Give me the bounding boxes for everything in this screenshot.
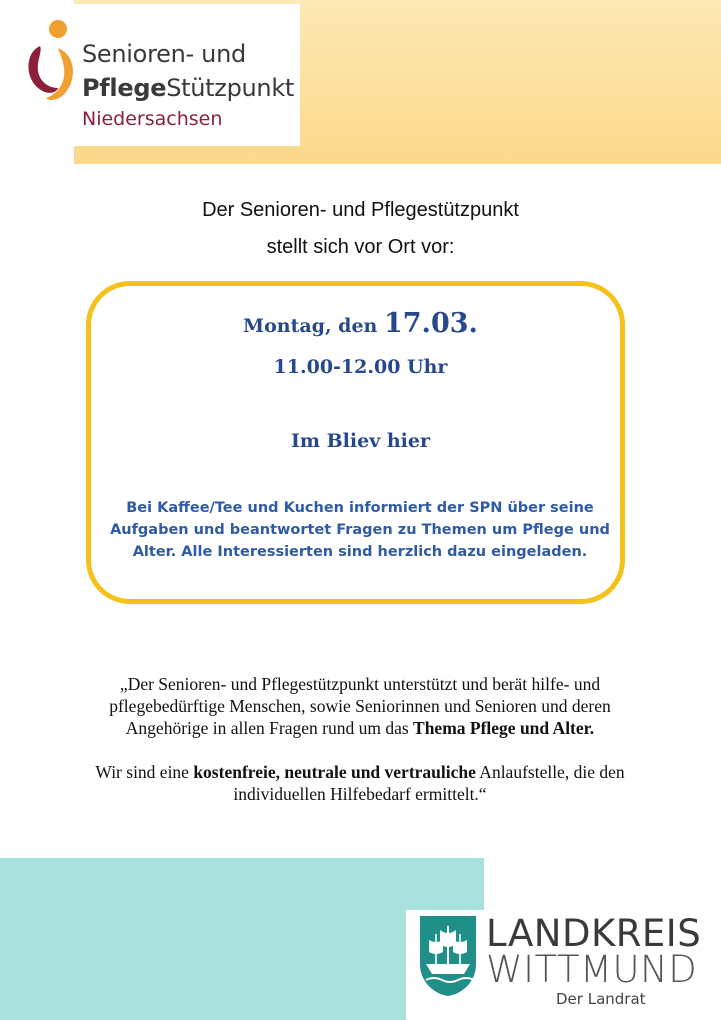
landkreis-logo <box>406 910 721 1020</box>
quote-p2-bold: kostenfreie, neutrale und vertrauliche <box>193 762 476 782</box>
quote-paragraph-1 <box>82 673 638 739</box>
landkreis-text-line1: LANDKREIS <box>486 912 702 955</box>
quote-p1-bold: Thema Pflege und Alter. <box>413 718 595 738</box>
intro-line-1: Der Senioren- und Pflegestützpunkt <box>202 199 519 221</box>
event-date-value: 17.03. <box>383 308 478 339</box>
event-time: 11.00-12.00 Uhr <box>273 356 448 378</box>
spn-logo <box>4 4 300 146</box>
spn-logo-mark-icon <box>22 18 80 108</box>
quote-p1-text: „Der Senioren- und Pflegestützpunkt unterstützt und berät hilfe- und pflegebedürftige Menschen, sowie Seniorinnen und Senioren und deren Angehörige in allen Fragen rund um das <box>109 674 611 738</box>
quote-p2-text2: Anlaufstelle, die den individuellen Hilfebedarf ermittelt.“ <box>233 762 625 804</box>
quote-p2-text1: Wir sind eine <box>95 762 194 782</box>
landkreis-text-line2: WITTMUND <box>486 948 698 991</box>
quote-block <box>82 673 638 805</box>
logo-text-line1: Senioren- und <box>82 40 246 68</box>
event-date-prefix: Montag, den <box>243 315 384 337</box>
landkreis-text-line3: Der Landrat <box>556 990 646 1008</box>
logo-text-region: Niedersachsen <box>82 108 223 130</box>
logo-text-pflege: Pflege <box>82 74 167 102</box>
intro-line-2: stellt sich vor Ort vor: <box>266 236 455 258</box>
logo-text-line2 <box>82 74 294 102</box>
event-info: Bei Kaffee/Tee und Kuchen informiert der SPN über seine Aufgaben und beantwortet Fragen zu Themen um Pflege und Alter. Alle Interessierten sind herzlich dazu eingeladen. <box>110 500 610 560</box>
ship-emblem-icon <box>416 914 480 998</box>
event-place: Im Bliev hier <box>291 430 430 452</box>
logo-text-stuetzpunkt: Stützpunkt <box>166 74 295 102</box>
quote-paragraph-2 <box>82 761 638 805</box>
event-date <box>0 308 721 339</box>
